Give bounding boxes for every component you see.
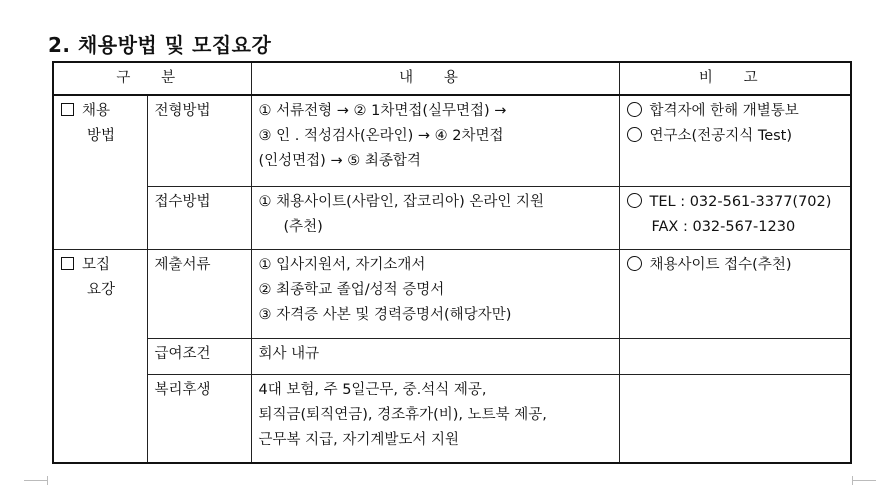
page-margin-mark xyxy=(47,476,48,485)
recruitment-table xyxy=(52,61,852,464)
category-line: 모집 xyxy=(82,256,111,273)
checkbox-icon xyxy=(61,103,74,116)
page-margin-mark xyxy=(852,476,853,485)
row-content xyxy=(251,249,619,338)
header-content: 내 용 xyxy=(251,62,619,95)
row-label: 전형방법 xyxy=(147,95,251,186)
section-title: 2. 채용방법 및 모집요강 xyxy=(48,33,272,57)
row-label: 급여조건 xyxy=(147,338,251,374)
content-line: 근무복 지급, 자기계발도서 지원 xyxy=(258,431,460,448)
content-line: ① 서류전형 → ② 1차면접(실무면접) → xyxy=(258,103,507,119)
content-line: 회사 내규 xyxy=(258,345,320,362)
table-row xyxy=(53,374,851,463)
row-label: 제출서류 xyxy=(147,249,251,338)
content-line: (추천) xyxy=(283,218,323,235)
header-category: 구 분 xyxy=(53,62,251,95)
content-line: ② 최종학교 졸업/성적 증명서 xyxy=(258,281,445,298)
content-line: ③ 자격증 사본 및 경력증명서(해당자만) xyxy=(258,306,512,323)
category-line: 방법 xyxy=(87,128,116,144)
row-notes xyxy=(619,249,851,338)
circle-bullet-icon xyxy=(627,127,642,142)
table-row xyxy=(53,95,851,186)
content-line: ③ 인 . 적성검사(온라인) → ④ 2차면접 xyxy=(258,128,504,144)
note-text: FAX : 032-567-1230 xyxy=(651,218,796,235)
table-row xyxy=(53,338,851,374)
row-content xyxy=(251,95,619,186)
circle-bullet-icon xyxy=(627,193,642,208)
row-content xyxy=(251,338,619,374)
row-notes xyxy=(619,374,851,463)
content-line: (인성면접) → ⑤ 최종합격 xyxy=(258,153,421,169)
page-margin-mark xyxy=(852,480,876,481)
content-line: ① 채용사이트(사람인, 잡코리아) 온라인 지원 xyxy=(258,193,544,210)
row-label: 접수방법 xyxy=(147,186,251,249)
category-line: 채용 xyxy=(82,103,111,119)
row-content xyxy=(251,374,619,463)
note-text: 채용사이트 접수(추천) xyxy=(649,256,792,273)
category-line: 요강 xyxy=(87,281,116,298)
category-cell-requirements xyxy=(53,249,147,463)
circle-bullet-icon xyxy=(627,102,642,117)
note-text: TEL : 032-561-3377(702) xyxy=(649,193,832,210)
content-line: ① 입사지원서, 자기소개서 xyxy=(258,256,426,273)
page-margin-mark xyxy=(24,480,48,481)
circle-bullet-icon xyxy=(627,256,642,271)
row-label: 복리후생 xyxy=(147,374,251,463)
note-text: 연구소(전공지식 Test) xyxy=(649,128,793,144)
row-content xyxy=(251,186,619,249)
content-line: 4대 보험, 주 5일근무, 중.석식 제공, xyxy=(258,381,487,398)
table-row xyxy=(53,186,851,249)
content-line: 퇴직금(퇴직연금), 경조휴가(비), 노트북 제공, xyxy=(258,406,547,423)
header-notes: 비 고 xyxy=(619,62,851,95)
note-text: 합격자에 한해 개별통보 xyxy=(649,103,799,119)
row-notes xyxy=(619,95,851,186)
table-row xyxy=(53,249,851,338)
table-header-row xyxy=(53,62,851,95)
row-notes xyxy=(619,186,851,249)
checkbox-icon xyxy=(61,257,74,270)
category-cell-method xyxy=(53,95,147,249)
row-notes xyxy=(619,338,851,374)
